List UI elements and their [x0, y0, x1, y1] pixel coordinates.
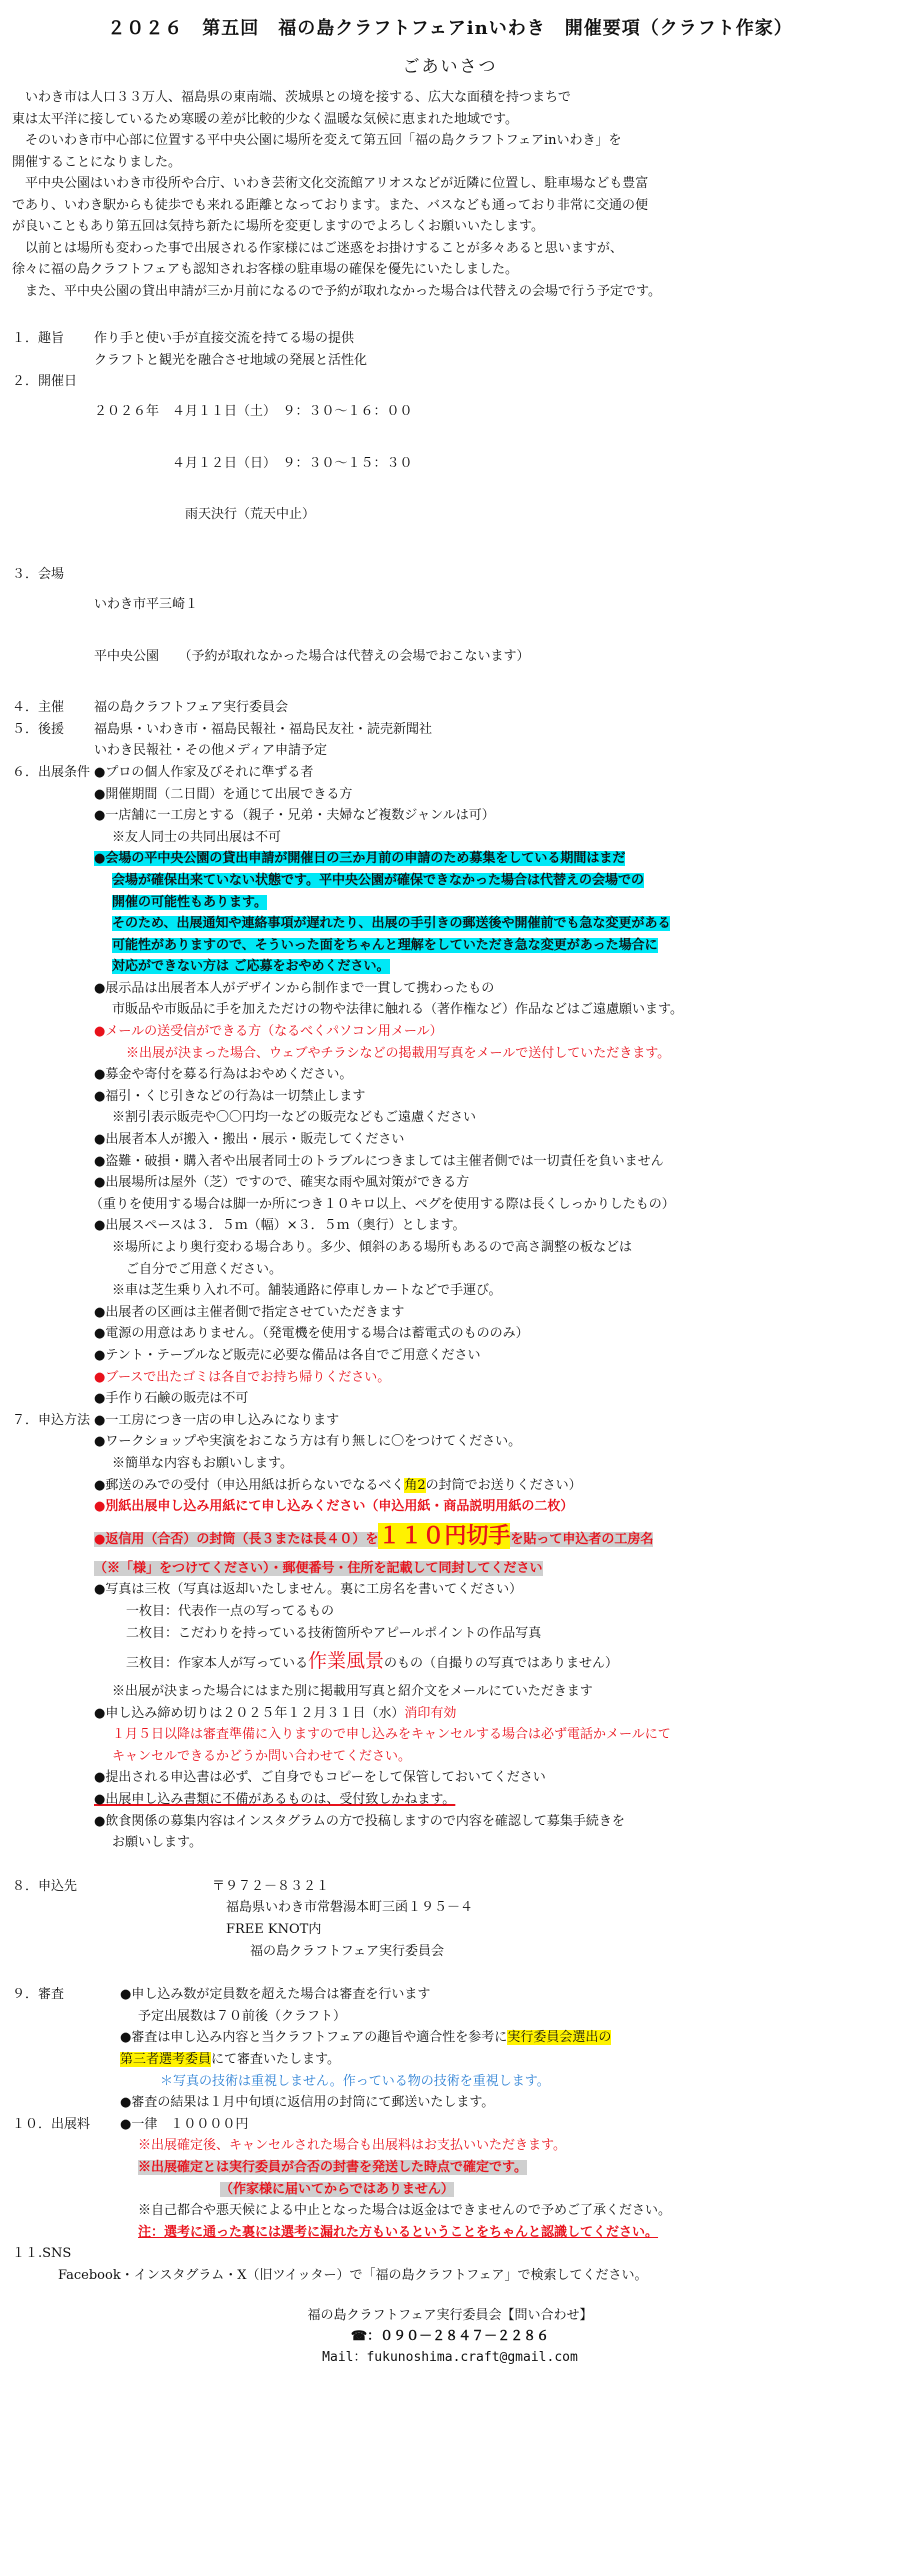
section-number: ３．会場: [12, 566, 65, 582]
form-requirement: ●別紙出展申し込み用紙にて申し込みください（申込用紙・商品説明用紙の二枚）: [94, 1499, 574, 1515]
mail-only-text: の封筒でお送りください）: [425, 1477, 582, 1493]
venue-warning: [94, 848, 888, 870]
deadline-text: ●申し込み締め切りは２０２５年１２月３１日（水）: [94, 1705, 405, 1721]
fee-warning: [120, 2222, 888, 2244]
application-item: ●提出される申込書は必ず、ご自身でもコピーをして保管しておいてください: [94, 1770, 546, 1786]
fee-note-text: （作家様に届いてからではありません）: [220, 2181, 454, 2197]
condition-item: ●募金や寄付を募る行為はおやめください。: [94, 1067, 353, 1083]
condition-note: ※友人同士の共同出展は不可: [112, 829, 282, 845]
warning-text: 会場が確保出来ていない状態です。平中央公園が確保できなかった場合は代替えの会場での: [112, 872, 644, 888]
support-line: いわき民報社・その他メディア申請予定: [94, 743, 327, 759]
contact-email: Mail：fukunoshima.craft@gmail.com: [322, 2349, 578, 2365]
warning-text: 開催の可能性もあります。: [112, 894, 267, 910]
greeting-line: 平中央公園はいわき市役所や合庁、いわき芸術文化交流館アリオスなどが近隣に位置し、駐車場なども豊富: [12, 176, 649, 191]
warning-text: そのため、出展通知や連絡事項が遅れたり、出展の手引きの郵送後や開催前でも急な変更がある: [112, 916, 671, 932]
date-line: ４月１２日（日） ９：３０～１５：３０: [94, 455, 413, 471]
screening-item: [120, 2027, 888, 2049]
fee-note: ※出展確定後、キャンセルされた場合も出展料はお支払いいただきます。: [138, 2138, 566, 2154]
section-purpose: [12, 328, 888, 371]
section-dates: [12, 371, 888, 556]
return-envelope-text: ●返信用（合否）の封筒（長３または長４０）を: [94, 1531, 379, 1547]
purpose-line: クラフトと観光を融合させ地域の発展と活性化: [94, 352, 368, 368]
committee-highlight: 第三者選考委員: [120, 2052, 212, 2067]
condition-item: ●電源の用意はありません。（発電機を使用する場合は蓄電式のもののみ）: [94, 1326, 529, 1342]
condition-item: ●プロの個人作家及びそれに準ずる者: [94, 764, 314, 780]
greeting-line: そのいわき市中心部に位置する平中央公園に場所を変えて第五回「福の島クラフトフェアinいわき」を: [12, 133, 622, 148]
sns-line: Facebook・インスタグラム・X（旧ツイッター）で「福の島クラフトフェア」で検索してください。: [58, 2267, 648, 2283]
condition-item: ●展示品は出展者本人がデザインから制作まで一貫して携わったもの: [94, 980, 495, 996]
condition-item: ●開催期間（二日間）を通じて出展できる方: [94, 786, 353, 802]
section-destination: [12, 1876, 888, 1962]
warning-text: 可能性がありますので、そういった面をちゃんと理解をしていただき急な変更があった場合に: [112, 937, 658, 953]
purpose-line: 作り手と使い手が直接交流を持てる場の提供: [94, 331, 355, 346]
contact-block: [12, 2305, 888, 2368]
section-number: ６．出展条件: [12, 764, 91, 780]
address: FREE KNOT内: [226, 1922, 322, 1938]
greeting-line: 以前とは場所も変わった事で出展される作家様にはご迷惑をお掛けすることが多々あると思いますが、: [12, 240, 623, 256]
fee-note: [120, 2157, 888, 2179]
garbage-rule: ●ブースで出たゴミは各自でお持ち帰りください。: [94, 1369, 391, 1385]
fee-warning-text: 注：選考に通った裏には選考に漏れた方もいるということをちゃんと認識してください。: [138, 2224, 659, 2240]
support-line: 福島県・いわき市・福島民報社・福島民友社・読売新聞社: [94, 721, 433, 737]
venue-warning: [94, 892, 888, 914]
condition-note: ※車は芝生乗り入れ不可。舗装通路に停車しカートなどで手運び。: [112, 1283, 502, 1299]
contact-phone: ☎：０９０－２８４７－２２８６: [350, 2328, 550, 2344]
incomplete-item: [94, 1789, 888, 1811]
document: [12, 0, 888, 2368]
postmark-valid: 消印有効: [404, 1705, 457, 1721]
section-sns: [12, 2243, 888, 2286]
application-note: お願いします。: [112, 1835, 202, 1851]
venue-warning: [94, 935, 888, 957]
return-envelope-text: （※「様」をつけてください）・郵便番号・住所を記載して同封してください: [94, 1560, 543, 1576]
section-screening: [12, 1984, 888, 2114]
photo-item: ●写真は三枚（写真は返却いたしません。裏に工房名を書いてください）: [94, 1582, 523, 1598]
photo-detail: 一枚目：代表作一点の写ってるもの: [126, 1603, 335, 1619]
warning-text: ●会場の平中央公園の貸出申請が開催日の三か月前の申請のため募集をしている期間はまだ: [94, 851, 626, 867]
condition-note: （重りを使用する場合は脚一か所につき１０キロ以上、ペグを使用する際は長くしっかりしたもの）: [90, 1196, 675, 1212]
application-item: ●飲食関係の募集内容はインスタグラムの方で投稿しますので内容を確認して募集手続きを: [94, 1813, 625, 1829]
condition-item: ●福引・くじ引きなどの行為は一切禁止します: [94, 1088, 366, 1104]
incomplete-text: ●出展申し込み書類に不備があるものは、受付致しかねます。: [94, 1792, 456, 1808]
committee-highlight: 実行委員会選出の: [507, 2030, 612, 2046]
photo-detail-text: のもの（自撮りの写真ではありません）: [384, 1656, 619, 1672]
section-venue: [12, 564, 888, 697]
condition-note: 市販品や市販品に手を加えただけの物や法律に触れる（著作権など）作品などはご遠慮願います。: [112, 1002, 683, 1018]
fee-amount: ●一律 １００００円: [120, 2116, 249, 2132]
screening-note: 予定出展数は７０前後（クラフト）: [138, 2008, 347, 2024]
address: 福の島クラフトフェア実行委員会: [250, 1943, 444, 1959]
screening-item: ●審査の結果は１月中旬頃に返信用の封筒にて郵送いたします。: [120, 2095, 495, 2111]
photo-detail: [94, 1644, 888, 1681]
fee-note: [120, 2179, 888, 2201]
greeting-line: 開催することになりました。: [12, 154, 182, 170]
condition-item: ●手作り石鹸の販売は不可: [94, 1391, 249, 1407]
return-envelope-text: を貼って申込者の工房名: [510, 1531, 654, 1547]
greeting-heading: ごあいさつ: [402, 57, 498, 77]
date-line: 雨天決行（荒天中止）: [94, 507, 316, 523]
cancel-note: １月５日以降は審査準備に入りますので申し込みをキャンセルする場合は必ず電話かメールにて: [112, 1727, 671, 1743]
application-note: ※簡単な内容もお願いします。: [112, 1455, 293, 1471]
section-organizer: [12, 697, 888, 719]
contact-org: 福の島クラフトフェア実行委員会【問い合わせ】: [307, 2307, 593, 2323]
date-line: ２０２６年 ４月１１日（土） ９：３０～１６：００: [94, 404, 413, 420]
greeting-line: いわき市は人口３３万人、福島県の東南端、茨城県との境を接する、広大な面積を持つまちで: [12, 90, 571, 105]
greeting-line: また、平中央公園の貸出申請が三か月前になるので予約が取れなかった場合は代替えの会場で行う予定です。: [12, 283, 661, 299]
greeting-line: 東は太平洋に接しているため寒暖の差が比較的少なく温暖な気候に恵まれた地域です。: [12, 111, 518, 127]
email-note: ※出展が決まった場合、ウェブやチラシなどの掲載用写真をメールで送付していただきます。: [126, 1045, 671, 1061]
application-item: ●ワークショップや実演をおこなう方は有り無しに〇をつけてください。: [94, 1434, 522, 1450]
section-number: １．趣旨: [12, 331, 65, 346]
condition-item: ●出展スペースは３．５ｍ（幅）×３．５ｍ（奥行）とします。: [94, 1218, 466, 1234]
cancel-note: キャンセルできるかどうか問い合わせてください。: [112, 1748, 412, 1764]
condition-item: ●一店舗に一工房とする（親子・兄弟・夫婦など複数ジャンルは可）: [94, 808, 495, 824]
warning-text: 対応ができない方は ご応募をおやめください。: [112, 959, 390, 975]
postal-code: 〒９７２－８３２１: [212, 1878, 330, 1894]
greeting-line: 徐々に福の島クラフトフェアも認知されお客様の駐車場の確保を優先にいたしました。: [12, 262, 518, 277]
condition-item: ●出展者本人が搬入・搬出・展示・販売してください: [94, 1132, 405, 1148]
section-number: ７．申込方法: [12, 1412, 91, 1428]
return-envelope-item: [94, 1518, 888, 1558]
mail-only-item: [94, 1475, 888, 1497]
envelope-size: 角2: [404, 1477, 426, 1493]
application-item: ●一工房につき一店の申し込みになります: [94, 1412, 340, 1428]
section-application: [12, 1410, 888, 1854]
photo-note: ※出展が決まった場合にはまた別に掲載用写真と紹介文をメールにていただきます: [112, 1684, 593, 1700]
section-number: ８．申込先: [12, 1878, 78, 1894]
photo-detail: 二枚目：こだわりを持っている技術箇所やアピールポイントの作品写真: [126, 1625, 542, 1641]
screening-text: にて審査いたします。: [211, 2052, 340, 2067]
section-conditions: [12, 762, 888, 1410]
fee-note-text: ※出展確定とは実行委員が合否の封書を発送した時点で確定です。: [138, 2159, 527, 2175]
condition-note: ※割引表示販売や〇〇円均一などの販売などもご遠慮ください: [112, 1110, 477, 1126]
mail-only-text: ●郵送のみでの受付（申込用紙は折らないでなるべく: [94, 1477, 405, 1493]
document-title: ２０２６ 第五回 福の島クラフトフェアinいわき 開催要項（クラフト作家）: [107, 18, 793, 39]
section-number: １０．出展料: [12, 2116, 91, 2132]
fee-note: ※自己都合や悪天候による中止となった場合は返金はできませんので予めご了承ください。: [138, 2203, 672, 2219]
section-fee: [12, 2114, 888, 2244]
screening-text: ●審査は申し込み内容と当クラフトフェアの趣旨や適合性を参考に: [120, 2030, 508, 2046]
section-support: [12, 719, 888, 762]
greeting-text: [12, 87, 888, 302]
venue-line: いわき市平三崎１: [94, 596, 199, 612]
section-number: ９．審査: [12, 1987, 65, 2003]
screening-item: [120, 2049, 888, 2071]
section-number: １１.SNS: [12, 2246, 72, 2262]
venue-warning: [94, 870, 888, 892]
organizer-line: 福の島クラフトフェア実行委員会: [94, 700, 288, 716]
greeting-line: が良いこともあり第五回は気持ち新たに場所を変更しますのでよろしくお願いいたします。: [12, 219, 544, 234]
condition-item: ●出展者の区画は主催者側で指定させていただきます: [94, 1304, 405, 1320]
return-envelope-item: [94, 1558, 888, 1580]
section-number: ５．後援: [12, 721, 65, 737]
condition-item: ●出展場所は屋外（芝）ですので、確実な雨や風対策ができる方: [94, 1175, 470, 1191]
screening-item: ●申し込み数が定員数を超えた場合は審査を行います: [120, 1987, 431, 2003]
email-requirement: ●メールの送受信ができる方（なるべくパソコン用メール）: [94, 1024, 443, 1040]
photo-tech-note: ＊写真の技術は重視しません。作っている物の技術を重視します。: [160, 2073, 550, 2089]
venue-warning: [94, 956, 888, 978]
condition-note: ※場所により奥行変わる場合あり。多少、傾斜のある場所もあるので高さ調整の板などは: [112, 1240, 633, 1255]
photo-detail-text: 三枚目：作家本人が写っている: [126, 1656, 309, 1672]
work-scene: 作業風景: [308, 1650, 385, 1673]
deadline-item: [94, 1703, 888, 1725]
section-number: ４．主催: [12, 700, 65, 716]
condition-item: ●盗難・破損・購入者や出展者同士のトラブルにつきましては主催者側では一切責任を負いません: [94, 1153, 664, 1169]
address: 福島県いわき市常磐湯本町三函１９５－４: [226, 1900, 474, 1916]
section-number: ２．開催日: [12, 374, 78, 390]
condition-note: ご自分でご用意ください。: [126, 1261, 283, 1277]
venue-warning: [94, 913, 888, 935]
greeting-line: であり、いわき駅からも徒歩でも来れる距離となっております。また、バスなども通っており非常に交通の便: [12, 197, 648, 213]
stamp-amount: １１０円切手: [378, 1522, 511, 1549]
condition-item: ●テント・テーブルなど販売に必要な備品は各自でご用意ください: [94, 1347, 481, 1363]
venue-line: 平中央公園 （予約が取れなかった場合は代替えの会場でおこないます）: [94, 648, 530, 664]
